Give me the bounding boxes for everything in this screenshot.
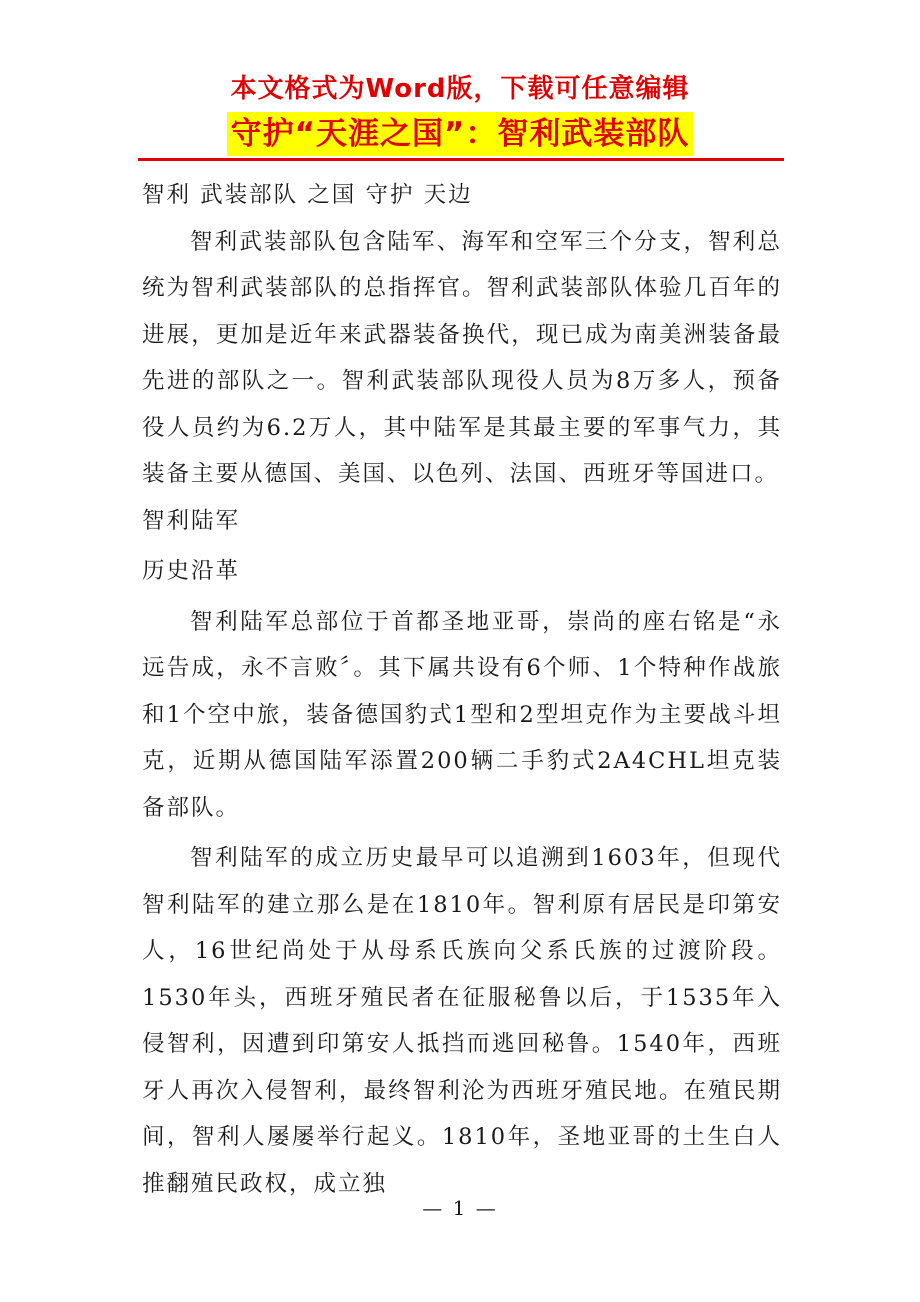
format-notice-banner: 本文格式为Word版，下载可任意编辑 [230,74,690,104]
paragraph-army-hq: 智利陆军总部位于首都圣地亚哥，崇尚的座右铭是“永远告成，永不言败〞。其下属共设有6个师、1个特种作战旅和1个空中旅，装备德国豹式1型和2型坦克作为主要战斗坦克，近期从德国陆军添置200辆二手豹式2A4CHL坦克装备部队。 [142,608,782,821]
title-divider [138,158,784,161]
document-title: 守护“天涯之国”：智利武装部队 [227,112,694,156]
section-heading-army: 智利陆军 [142,507,241,534]
paragraph-army-history: 智利陆军的成立历史最早可以追溯到1603年，但现代智利陆军的建立那么是在1810年。智利原有居民是印第安人，16世纪尚处于从母系氏族向父系氏族的过渡阶段。1530年头，西班牙殖民者在征服秘鲁以后，于1535年入侵智利，因遭到印第安人抵挡而逃回秘鲁。1540年，西班牙人再次入侵智利，最终智利沦为西班牙殖民地。在殖民期间，智利人屡屡举行起义。1810年，圣地亚哥的土生白人推翻殖民政权，成立独 [142,845,782,1197]
title-wrap [0,112,920,156]
page-number: — 1 — [422,1196,498,1220]
section-heading-history: 历史沿革 [142,558,241,584]
document-body [142,172,782,1207]
keywords-line: 智利 武装部队 之国 守护 天边 [142,182,473,208]
paragraph-intro: 智利武装部队包含陆军、海军和空军三个分支，智利总统为智利武装部队的总指挥官。智利武装部队体验几百年的进展，更加是近年来武器装备换代，现已成为南美洲装备最先进的部队之一。智利武装部队现役人员为8万多人，预备役人员约为6.2万人，其中陆军是其最主要的军事气力，其装备主要从德国、美国、以色列、法国、西班牙等国进口。 [142,228,782,487]
